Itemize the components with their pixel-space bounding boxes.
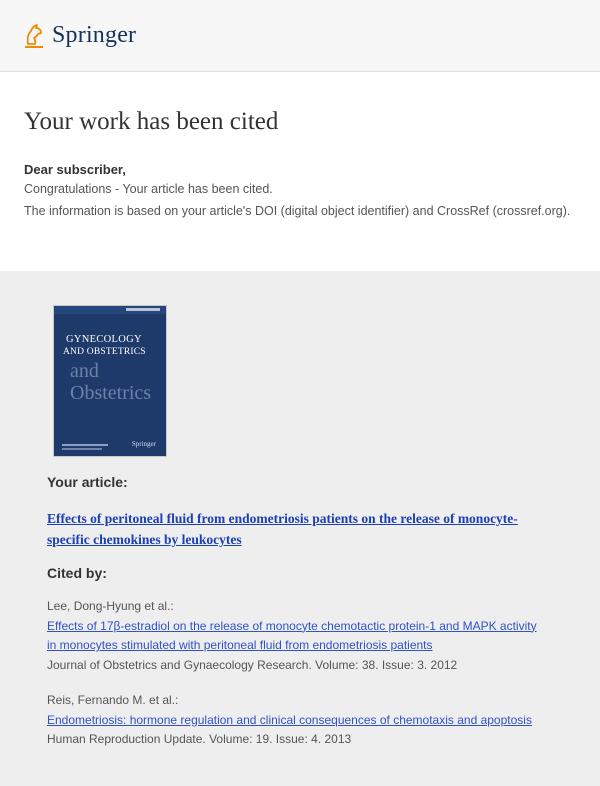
cover-top-strip: [54, 306, 166, 314]
citation-link[interactable]: Endometriosis: hormone regulation and clinical consequences of chemotaxis and apoptosis: [47, 712, 532, 727]
springer-horse-icon: [22, 22, 46, 50]
citation-journal: Journal of Obstetrics and Gynaecology Research. Volume: 38. Issue: 3. 2012: [47, 657, 458, 672]
cover-footer-bar: [62, 444, 108, 446]
journal-cover-image[interactable]: [53, 305, 167, 457]
cited-by-label: Cited by:: [47, 565, 107, 581]
intro-line-1: Congratulations - Your article has been cited.: [24, 182, 273, 196]
citation-link[interactable]: Effects of 17β-estradiol on the release of monocyte chemotactic protein-1 and MAPK activity in monocytes stimulated with peritoneal fluid from endometriosis patients: [47, 618, 537, 652]
intro-section: [0, 72, 600, 271]
cover-publisher: Springer: [131, 440, 156, 448]
your-article-label: Your article:: [47, 474, 128, 490]
greeting: Dear subscriber,: [24, 162, 126, 177]
your-article-link[interactable]: Effects of peritoneal fluid from endometriosis patients on the release of monocyte-specific chemokines by leukocytes: [47, 511, 518, 547]
citation-item: [47, 597, 576, 675]
cover-title-line-1: GYNECOLOGY: [66, 334, 142, 345]
springer-logo[interactable]: [22, 22, 136, 50]
citation-section: [0, 271, 600, 786]
page-title: Your work has been cited: [24, 108, 279, 135]
citation-journal: Human Reproduction Update. Volume: 19. Issue: 4. 2013: [47, 732, 352, 746]
brand-name: Springer: [52, 22, 137, 48]
citation-authors: Reis, Fernando M. et al.:: [47, 693, 179, 707]
cover-big-title: and Obstetrics: [70, 360, 152, 404]
citation-item: [47, 691, 576, 750]
intro-line-2: The information is based on your article's DOI (digital object identifier) and CrossRef (crossref.org).: [24, 204, 571, 218]
email-header: [0, 0, 600, 72]
cover-footer-bar-2: [62, 448, 102, 450]
citation-authors: Lee, Dong-Hyung et al.:: [47, 599, 174, 613]
cover-title-line-2: AND OBSTETRICS: [63, 347, 146, 357]
